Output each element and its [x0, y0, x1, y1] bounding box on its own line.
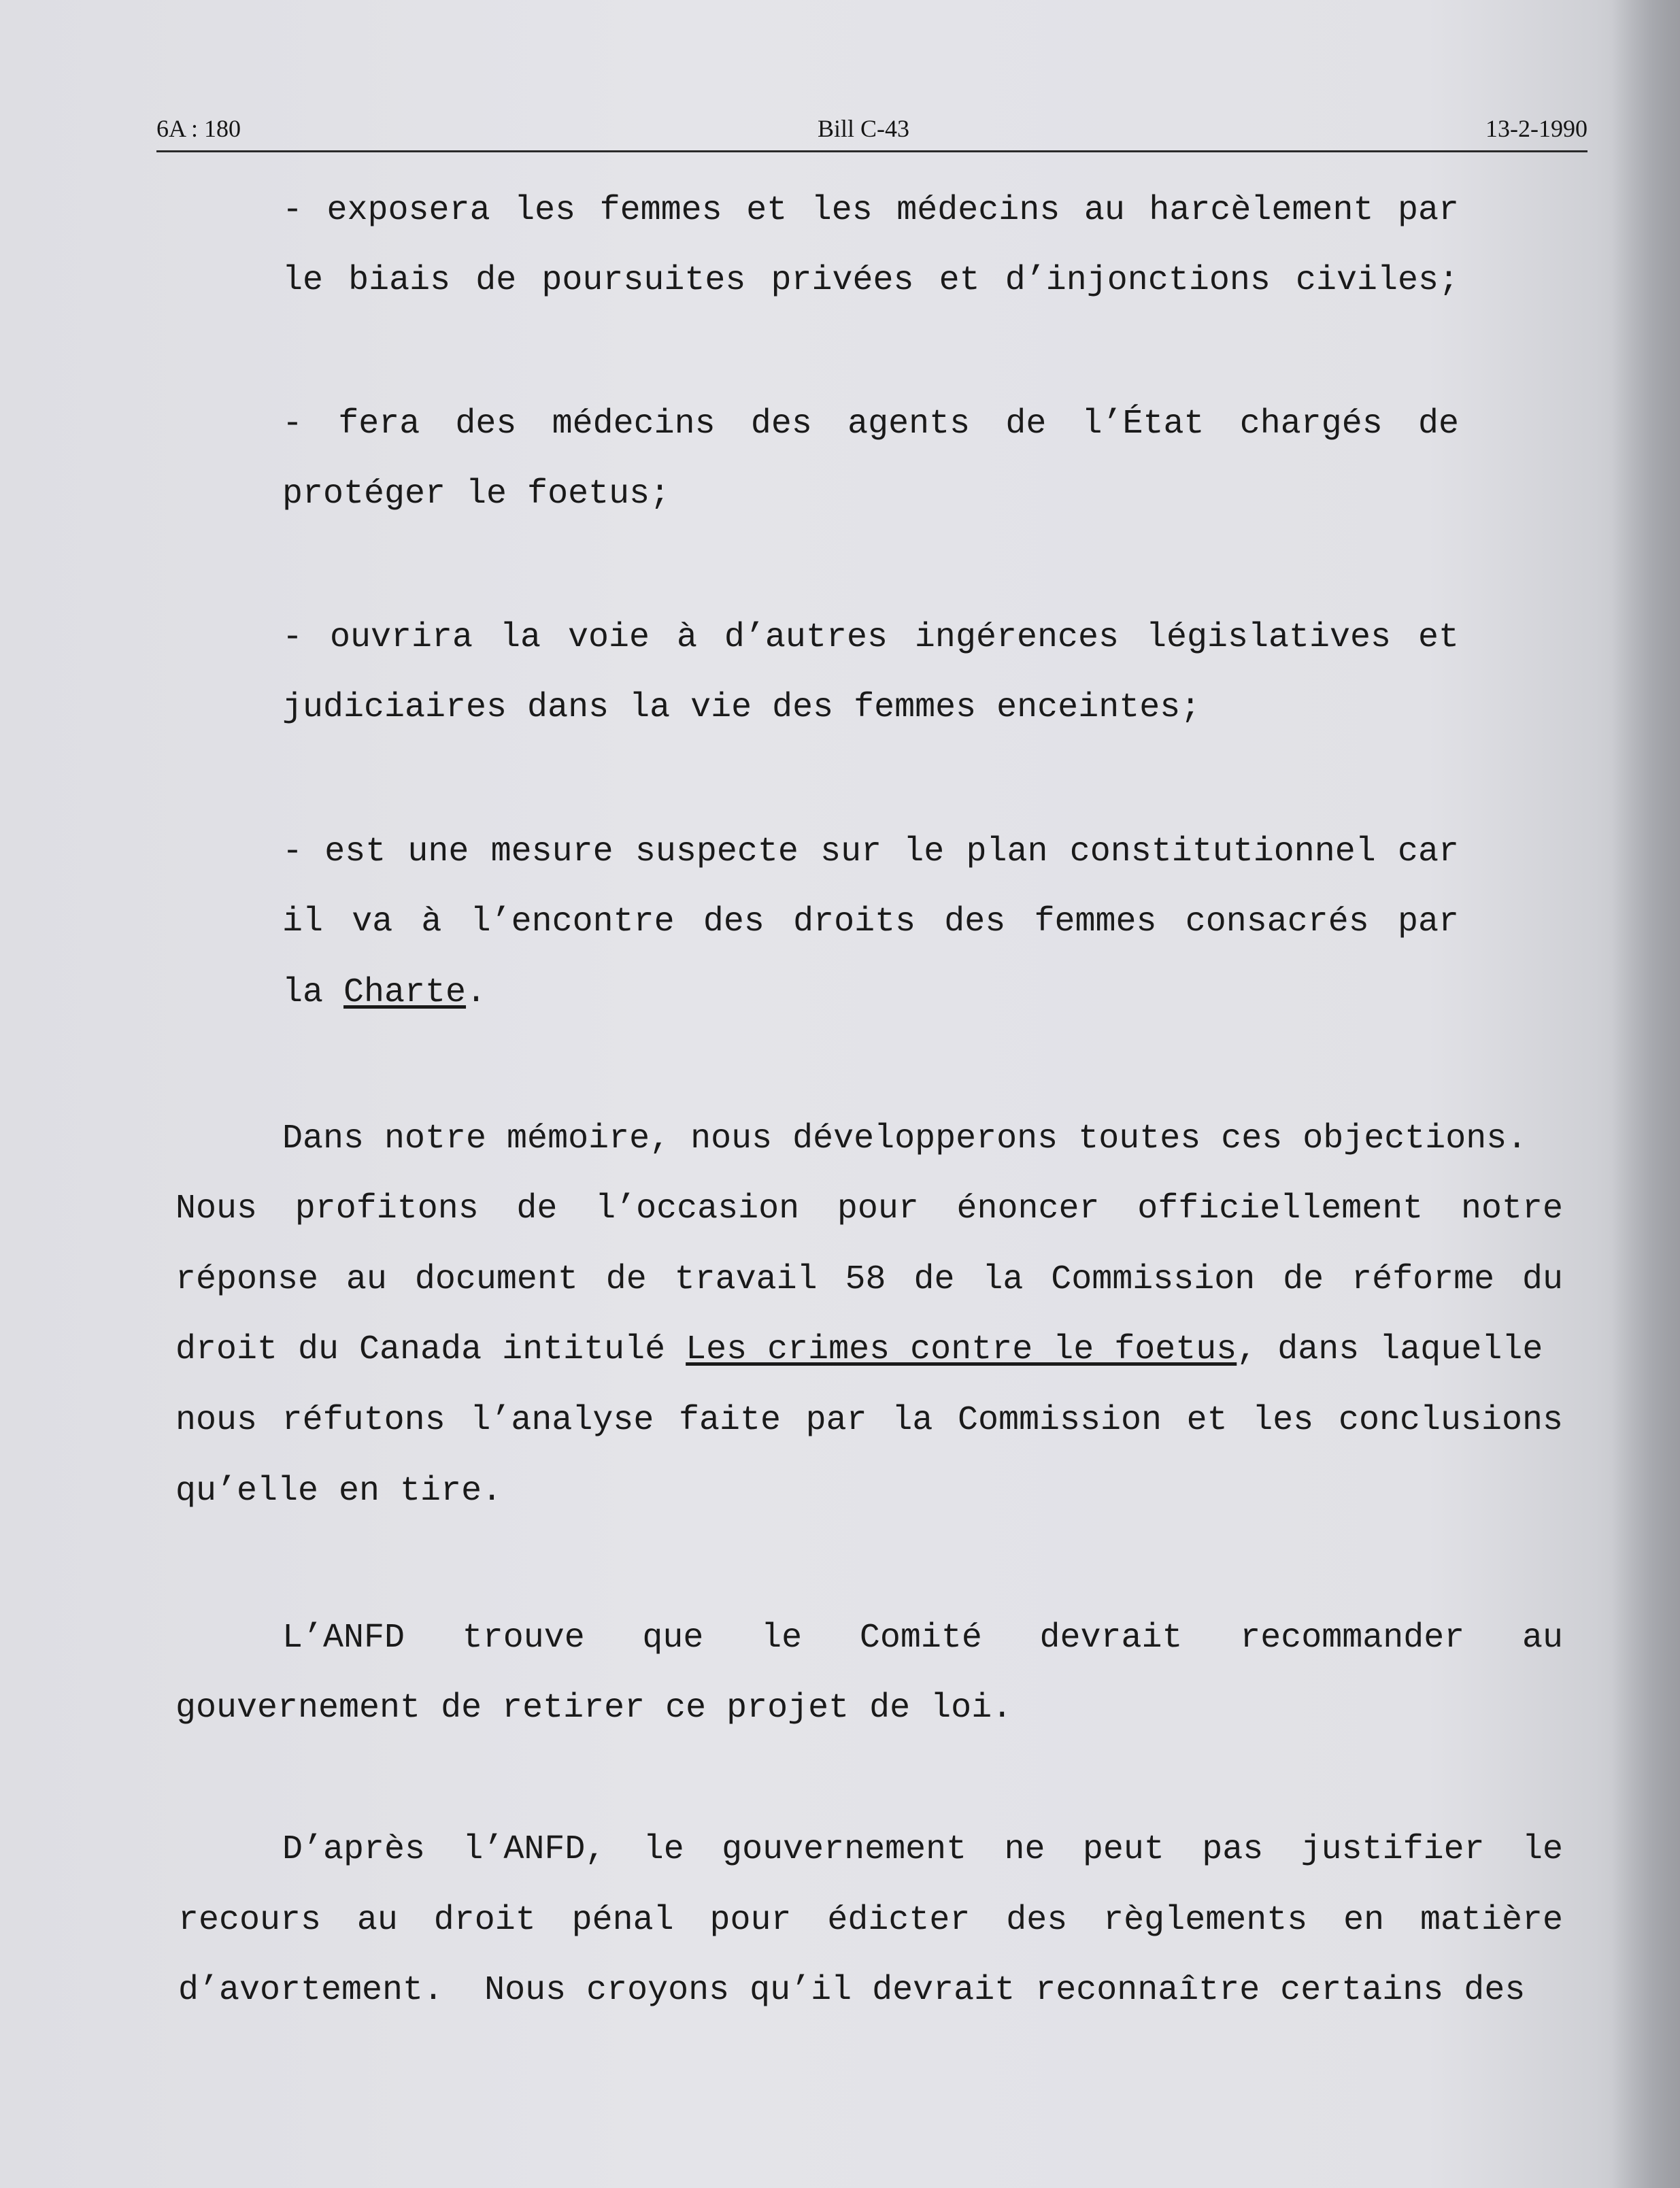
- page-header: [156, 114, 1587, 155]
- bullet-doctors-agents-line-1: - fera des médecins des agents de l’État chargés de: [282, 405, 1459, 443]
- bullet-charter-text: la: [282, 973, 344, 1012]
- para-withdraw-line-1: L’ANFD trouve que le Comité devrait recommander au: [282, 1619, 1563, 1657]
- para-withdraw-line-2: gouvernement de retirer ce projet de loi.: [175, 1689, 1013, 1728]
- bullet-charter-period: .: [466, 973, 487, 1012]
- para-objections-line-3: réponse au document de travail 58 de la Commission de réforme du: [175, 1260, 1563, 1299]
- page-edge-shadow: [1612, 0, 1680, 2188]
- bullet-harassment-line-2: le biais de poursuites privées et d’injonctions civiles;: [282, 261, 1459, 300]
- header-page-ref: 6A : 180: [156, 115, 241, 142]
- para-objections-line-1: Dans notre mémoire, nous développerons toutes ces objections.: [282, 1120, 1528, 1158]
- header-bill-title: Bill C-43: [818, 115, 910, 142]
- bullet-charter-line-3: [282, 973, 486, 1013]
- bullet-doctors-agents-line-2: protéger le foetus;: [282, 475, 671, 514]
- para-objections-line-2: Nous profitons de l’occasion pour énoncer officiellement notre: [175, 1190, 1563, 1228]
- para-objections-text: droit du Canada intitulé: [175, 1330, 686, 1369]
- charter-title-underlined: Charte: [343, 973, 467, 1012]
- bullet-harassment-line-1: - exposera les femmes et les médecins au harcèlement par: [282, 191, 1459, 230]
- para-objections-line-6: qu’elle en tire.: [175, 1472, 503, 1511]
- para-objections-text-end: , dans laquelle: [1237, 1330, 1543, 1369]
- bullet-interference-line-2: judiciaires dans la vie des femmes enceintes;: [282, 688, 1201, 727]
- para-objections-line-5: nous réfutons l’analyse faite par la Commission et les conclusions: [175, 1401, 1563, 1440]
- para-criminal-law-line-1: D’après l’ANFD, le gouvernement ne peut pas justifier le: [282, 1830, 1563, 1869]
- header-date: 13-2-1990: [1485, 115, 1587, 142]
- header-rule: [156, 150, 1587, 152]
- bullet-charter-line-1: - est une mesure suspecte sur le plan constitutionnel car: [282, 832, 1459, 871]
- para-criminal-law-line-2: recours au droit pénal pour édicter des règlements en matière: [178, 1901, 1563, 1940]
- bullet-interference-line-1: - ouvrira la voie à d’autres ingérences législatives et: [282, 618, 1459, 657]
- para-criminal-law-line-3: d’avortement. Nous croyons qu’il devrait reconnaître certains des: [178, 1971, 1526, 2010]
- para-objections-line-4: [175, 1330, 1543, 1370]
- bullet-charter-line-2: il va à l’encontre des droits des femmes consacrés par: [282, 903, 1459, 941]
- crimes-against-foetus-title: Les crimes contre le foetus: [686, 1330, 1237, 1369]
